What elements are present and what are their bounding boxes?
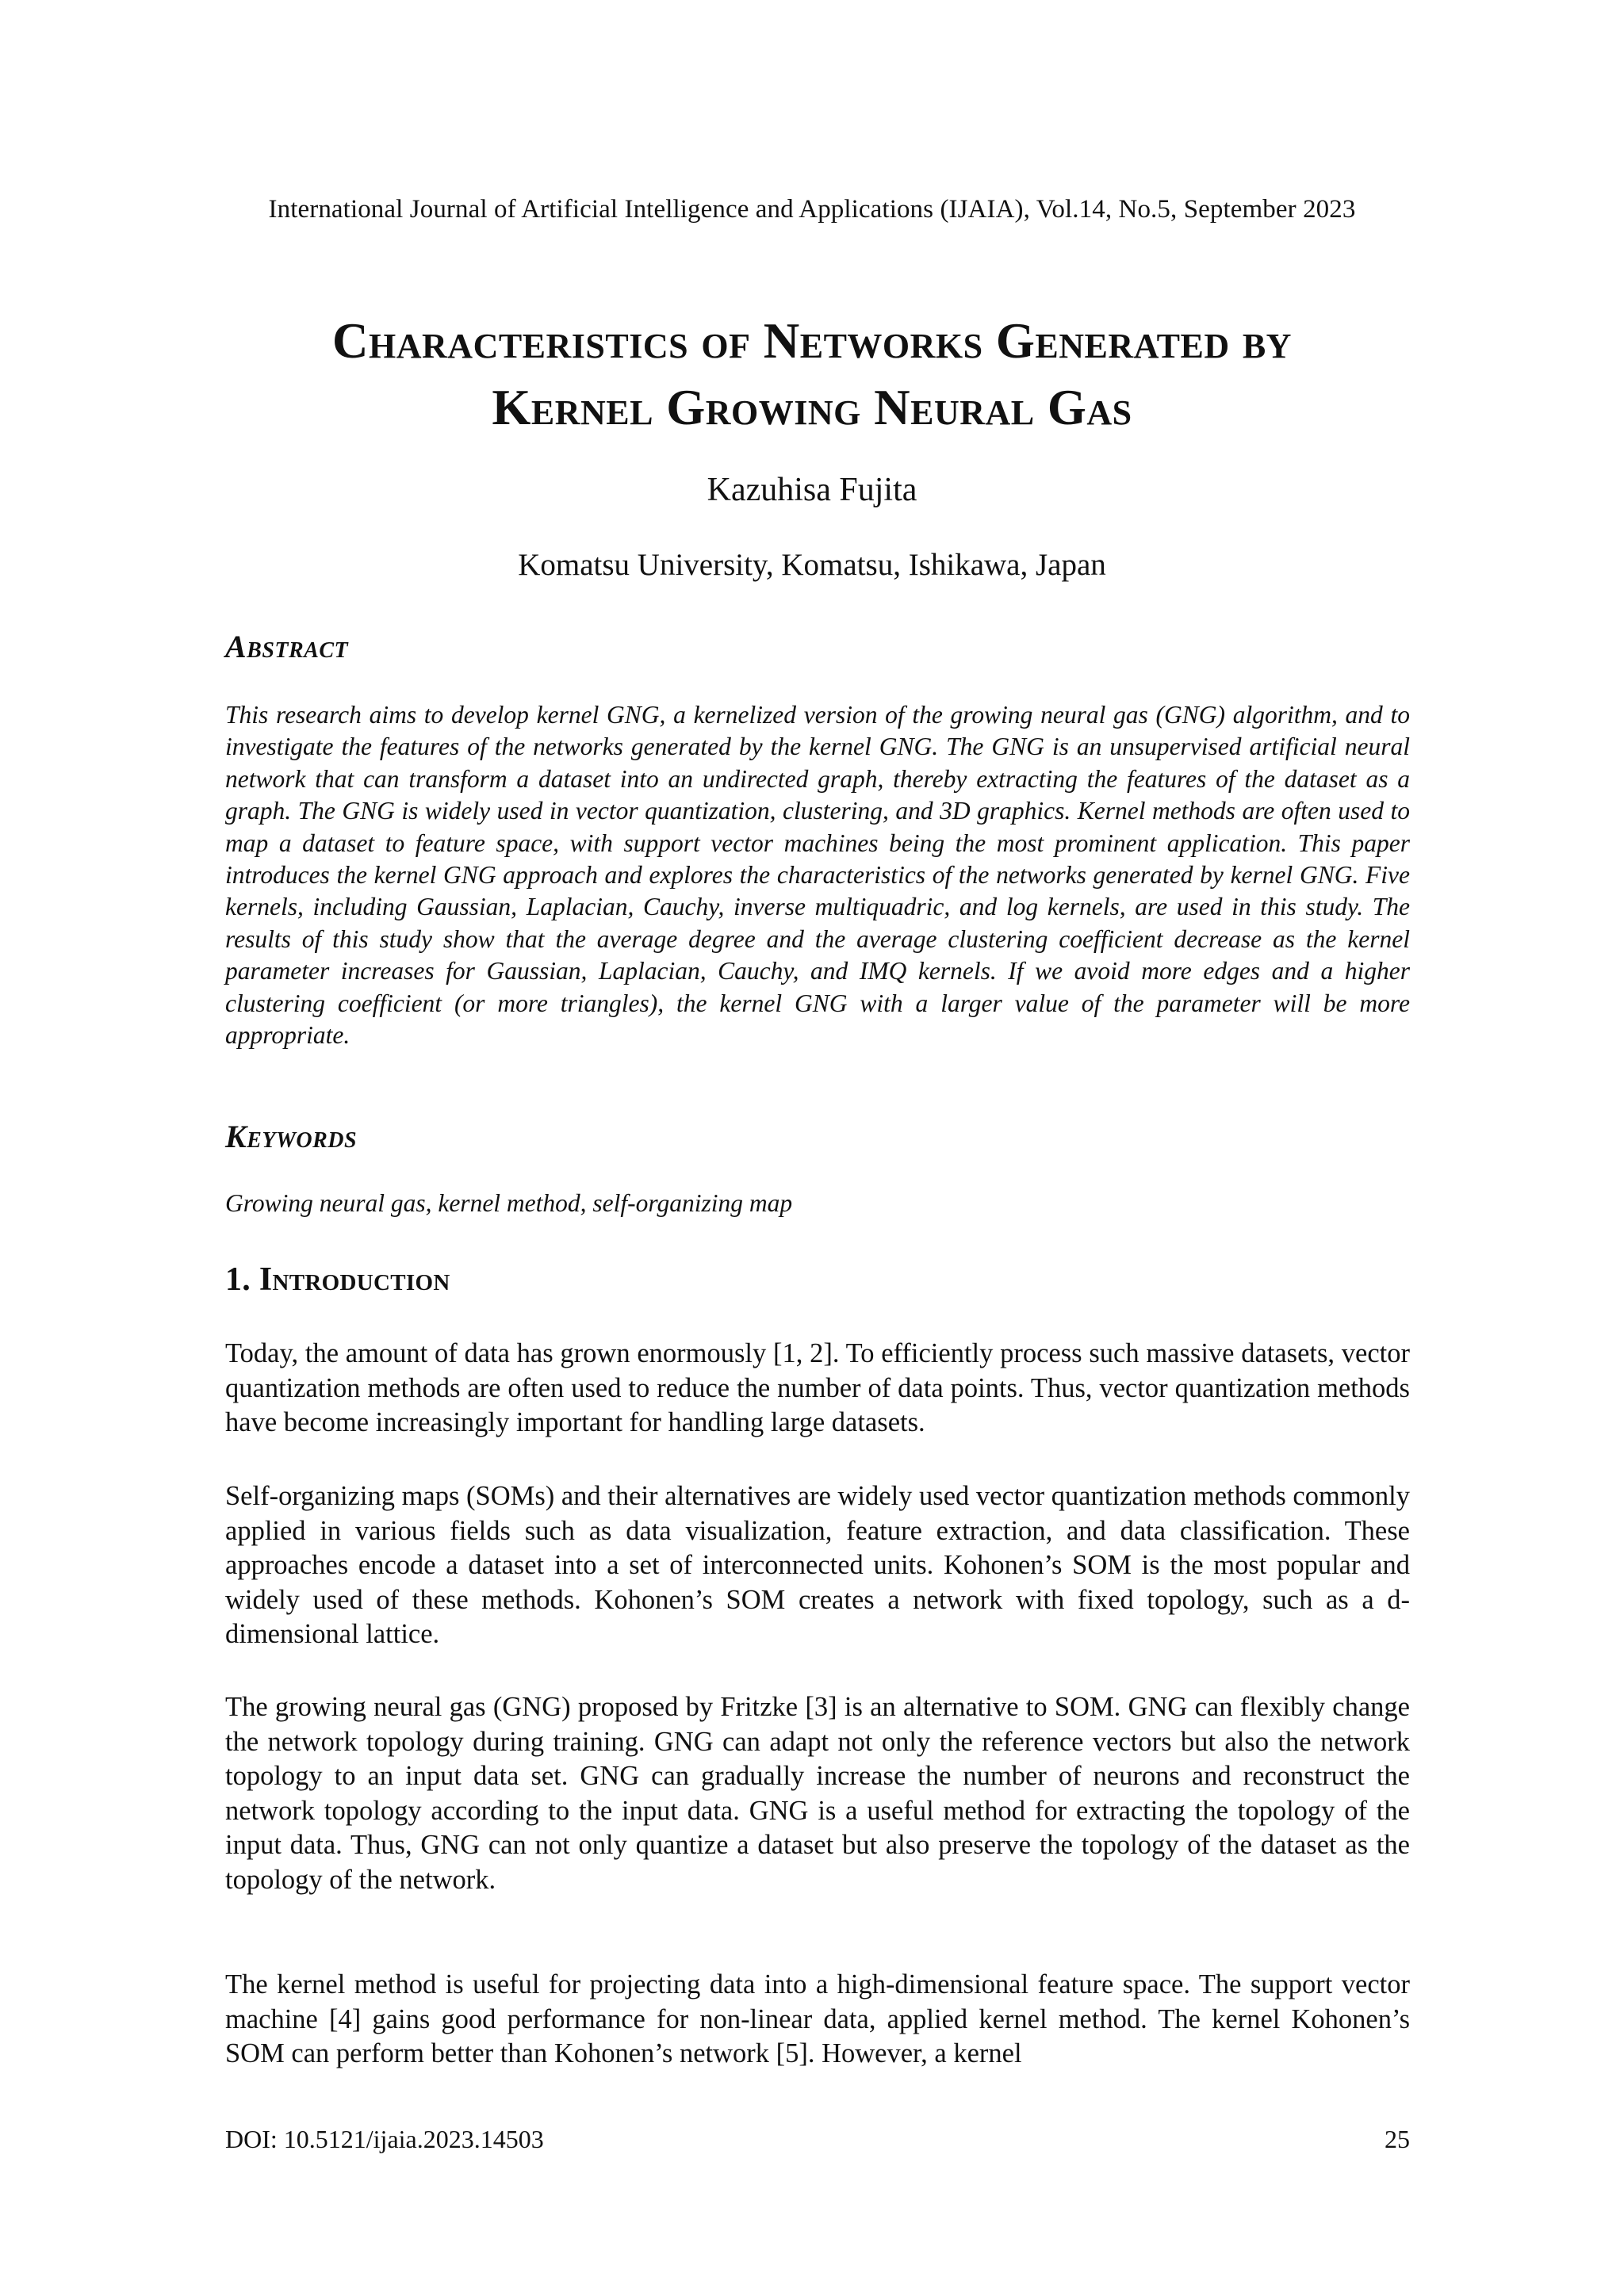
author-affiliation: Komatsu University, Komatsu, Ishikawa, Japan bbox=[518, 548, 1106, 582]
keywords-text: Growing neural gas, kernel method, self-organizing map bbox=[225, 1189, 793, 1217]
paper-title-line-2: Kernel Growing Neural Gas bbox=[492, 380, 1132, 435]
abstract-text: This research aims to develop kernel GNG, a kernelized version of the growing neural gas (GNG) algorithm, and to investigate the features of the networks generated by the kernel GNG. The GNG is an unsupervised artificial neural network that can transform a dataset into an undirected graph, thereby extracting the features of the dataset as a graph. The GNG is widely used in vector quantization, clustering, and 3D graphics. Kernel methods are often used to map a dataset to feature space, with support vector machines being the most prominent application. This paper introduces the kernel GNG approach and explores the characteristics of the networks generated by kernel GNG. Five kernels, including Gaussian, Laplacian, Cauchy, inverse multiquadric, and log kernels, are used in this study. The results of this study show that the average degree and the average clustering coefficient decrease as the kernel parameter increases for Gaussian, Laplacian, Cauchy, and IMQ kernels. If we avoid more edges and a higher clustering coefficient (or more triangles), the kernel GNG with a larger value of the parameter will be more appropriate. bbox=[225, 701, 1410, 1050]
introduction-paragraph-3: The growing neural gas (GNG) proposed by Fritzke [3] is an alternative to SOM. GNG can flexibly change the network topology during training. GNG can adapt not only the reference vectors but also the network topology to an input data set. GNG can gradually increase the number of neurons and reconstruct the network topology according to the input data. GNG is a useful method for extracting the topology of the input data. Thus, GNG can not only quantize a dataset but also preserve the topology of the dataset as the topology of the network. bbox=[225, 1692, 1410, 1895]
keywords-heading: Keywords bbox=[225, 1119, 358, 1154]
paper-title bbox=[143, 308, 1481, 441]
introduction-paragraph-4: The kernel method is useful for projecting data into a high-dimensional feature space. The support vector machine [4] gains good performance for non-linear data, applied kernel method. The kernel Kohonen’s SOM can perform better than Kohonen’s network [5]. However, a kernel bbox=[225, 1969, 1410, 2069]
introduction-heading: 1. Introduction bbox=[225, 1261, 450, 1298]
footer-page-number: 25 bbox=[1385, 2125, 1410, 2153]
abstract-heading: Abstract bbox=[225, 629, 349, 664]
journal-running-header: International Journal of Artificial Intelligence and Applications (IJAIA), Vol.14, No.5, September 2023 bbox=[268, 195, 1356, 224]
paper-title-line-1: Characteristics of Networks Generated by bbox=[332, 313, 1292, 369]
footer-doi: DOI: 10.5121/ijaia.2023.14503 bbox=[225, 2125, 544, 2153]
author-name: Kazuhisa Fujita bbox=[707, 472, 917, 508]
introduction-paragraph-2: Self-organizing maps (SOMs) and their alternatives are widely used vector quantization methods commonly applied in various fields such as data visualization, feature extraction, and data classification. These approaches encode a dataset into a set of interconnected units. Kohonen’s SOM is the most popular and widely used of these methods. Kohonen’s SOM creates a network with fixed topology, such as a d-dimensional lattice. bbox=[225, 1481, 1410, 1650]
introduction-paragraph-1: Today, the amount of data has grown enormously [1, 2]. To efficiently process such massive datasets, vector quantization methods are often used to reduce the number of data points. Thus, vector quantization methods have become increasingly important for handling large datasets. bbox=[225, 1338, 1410, 1438]
